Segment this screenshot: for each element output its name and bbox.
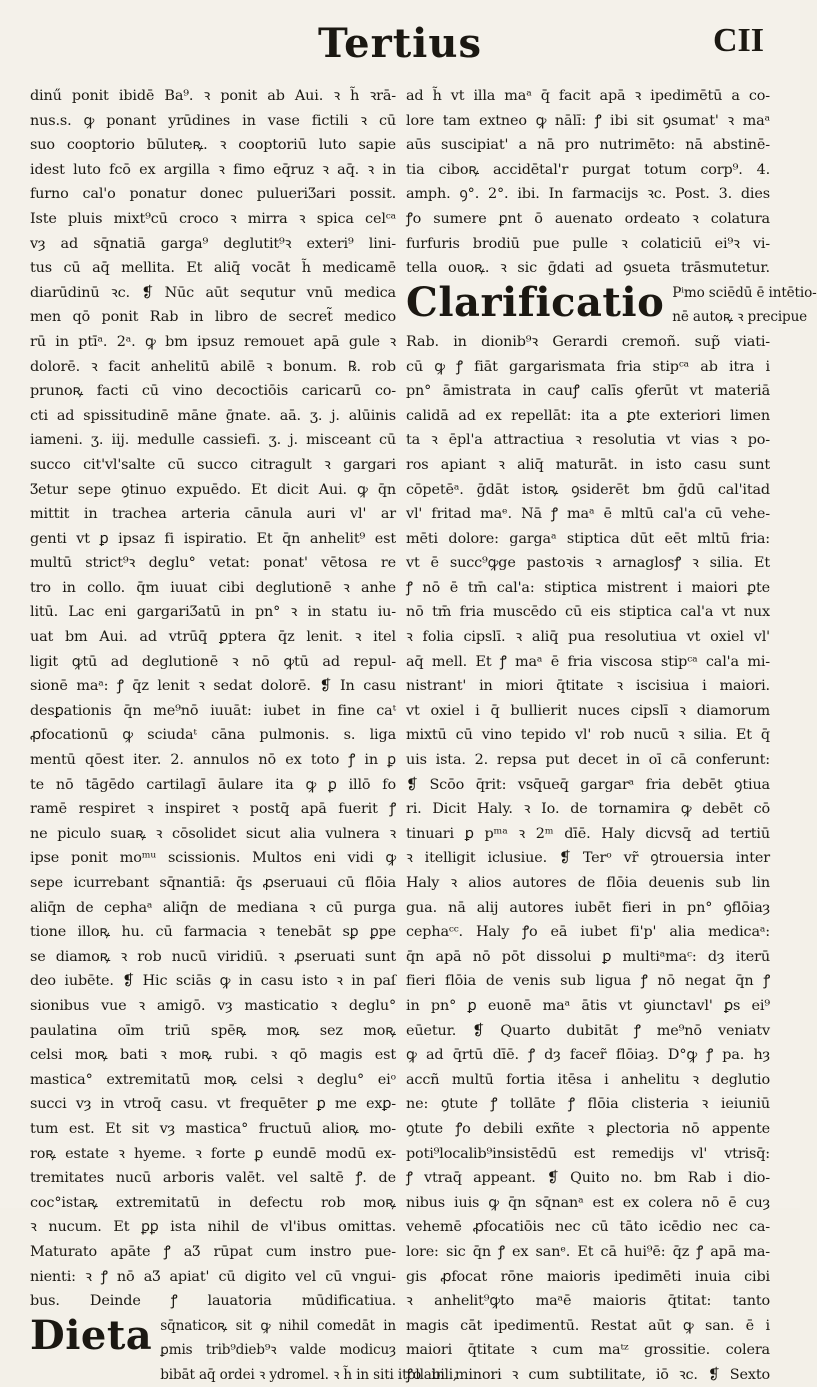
text-line: ri. Dicit Haly. ꝛ Io. de tornamira ꝙ debēt cō [406, 801, 770, 818]
text-line: Maturato apāte ꝭ aƷ rūpat cum instro pue- [30, 1243, 396, 1260]
text-line: poti⁹localib⁹insistēdū est remedijs vl' vtrisq̄: [406, 1145, 770, 1162]
text-line: vȝ ad sq̄natiā garga⁹ deglutit⁹ꝛ exteri⁹ lini- [30, 235, 396, 252]
text-line: ꝑmis trib⁹dieb⁹ꝛ valde modicuȝ [160, 1342, 396, 1359]
text-line: mixtū cū vino tepido vl' rob nucū ꝛ silia. Et q̄ [406, 727, 770, 744]
text-line: accñ multū fortia itēsa i anhelitu ꝛ deglutio [406, 1071, 770, 1088]
text-line: genti vt ꝑ ipsaz fi ispiratio. Et q̄n anhelit⁹ est [30, 530, 396, 547]
text-line: tremitates nucū arboris valēt. vel saltē ꝭ. de [30, 1170, 396, 1187]
text-line: bus. Deinde ꝭ lauatoria mūdificatiua. [30, 1293, 396, 1310]
text-line: nienti: ꝛ ꝭ nō aƷ apiat' cū digito vel cū vngui- [30, 1268, 396, 1285]
text-line: ligit ꝙtū ad deglutionē ꝛ nō ꝙtū ad repul- [30, 653, 396, 670]
text-line: mentū qōest iter. 2. annulos nō ex toto ꝭ in ꝑ [30, 752, 396, 769]
text-line: aūs suscipiat' a nā pro nutrimēto: nā abstinē- [406, 137, 770, 154]
text-line: ꝭo in minori ꝛ cum subtilitate, iō ꝛc. ❡ Sexto [406, 1366, 770, 1383]
text-line: gis ꝓfocat rōne maioris ipedimēti inuia cibi [406, 1268, 770, 1285]
text-line: tione illoꝶ hu. cū farmacia ꝛ tenebāt sꝑ ꝑpe [30, 924, 396, 941]
text-line: mastica° extremitatū moꝶ celsi ꝛ deglu° eiᵒ [30, 1071, 396, 1088]
text-line: nistrant' in miori q̄titate ꝛ iscisiua i maiori. [406, 678, 770, 695]
text-line: vt ē succ⁹ꝙge pastoꝛis ꝛ arnaglosꝭ ꝛ silia. Et [406, 555, 770, 572]
text-line: eūetur. ❡ Quarto dubitāt ꝭ me⁹nō veniatv [406, 1022, 770, 1039]
text-line: idest luto fcō ex argilla ꝛ fimo eq̄ruz ꝛ aq̄. ꝛ in [30, 161, 396, 178]
text-line: tia ciboꝶ accidētal'r purgat totum corp⁹. 4. [406, 161, 770, 178]
text-line: succo cit'vl'salte cū succo citragult ꝛ gargari [30, 456, 396, 473]
text-line: q̄n apā nō pōt dissolui ꝑ multiᵃmaᶜ: dȝ iterū [406, 948, 770, 965]
text-line: tro in collo. q̄m iuuat cibi deglutionē ꝛ anhe [30, 579, 396, 596]
clarificatio-section [406, 278, 817, 330]
text-line: tella ouoꝶ. ꝛ sic ḡdati ad ꝯsueta trāsmutetur. [406, 260, 770, 277]
text-line: ꝭo sumere ꝑnt ō auenato ordeato ꝛ colatura [406, 210, 770, 227]
text-line: vl' fritad maᵉ. Nā ꝭ maᵃ ē mltū cal'a cū vehe- [406, 506, 770, 523]
text-line: litū. Lac eni gargariƷatū in pn° ꝛ in statu iu- [30, 604, 396, 621]
text-line: ꝙ ad q̄rtū dīē. ꝭ dȝ facer̃ flōiaȝ. D°ꝙ ꝭ pa. hȝ [406, 1047, 770, 1064]
text-line: uis ista. 2. repsa put decet in oī cā conferunt: [406, 752, 770, 769]
text-line: cū ꝙ ꝭ fiāt gargarismata fria stipᶜᵃ ab itra i [406, 358, 770, 375]
text-line: suo cooptorio būluteꝶ. ꝛ cooptoriū luto sapie [30, 137, 396, 154]
text-line: furno cal'o ponatur donec pulueriƷari possit. [30, 186, 396, 203]
text-line: diarūdinū ꝛc. ❡ Nūc aūt sequtur vnū medica [30, 284, 396, 301]
text-line: ꝛ nucum. Et ꝑꝑ ista nihil de vl'ibus omittas. [30, 1219, 396, 1236]
right-column-text-top [406, 84, 770, 281]
text-line: dinű ponit ibidē Ba⁹. ꝛ ponit ab Aui. ꝛ h̃ ꝛrā- [30, 88, 396, 104]
text-line: sepe icurrebant sq̄nantiā: q̄s ꝓseruaui cū flōia [30, 875, 396, 891]
text-line: pn° āmistrata in cauꝭ calīs ꝯferūt vt materiā [406, 383, 770, 400]
text-line: Haly ꝛ alios autores de flōia deuenis sub lin [406, 875, 770, 891]
text-line: maiori q̄titate ꝛ cum maᵗᶻ grossitie. colera [406, 1342, 770, 1359]
text-line: ramē respiret ꝛ inspiret ꝛ postq̄ apā fuerit ꝭ [30, 801, 396, 818]
text-line: nē autoꝶ ꝛ precipue [672, 309, 808, 326]
text-line: amph. ꝯ°. 2°. ibi. In farmacijs ꝛc. Post. 3. dies [406, 186, 770, 203]
text-line: nibus iuis ꝙ q̄n sq̄nanᵃ est ex colera nō ē cuȝ [406, 1194, 770, 1211]
text-line: sionibus vue ꝛ amigō. vȝ masticatio ꝛ deglu° [30, 997, 396, 1014]
text-line: vt oxiel i q̄ bullierit nuces cipslī ꝛ diamorum [406, 702, 770, 719]
text-line: cephaᶜᶜ. Haly ꝭo eā iubet fi'p' alia medicaᵃ: [406, 924, 770, 941]
text-line: gua. nā alij autores iubēt fieri in pn° ꝯflōiaȝ [406, 899, 770, 916]
text-line: succi vȝ in vtroq̄ casu. vt frequēter ꝑ me exꝑ- [30, 1096, 396, 1113]
text-line: bibāt aq̄ ordei ꝛ ydromel. ꝛ h̃ in siti itollabili, [160, 1366, 458, 1383]
text-line: fieri flōia de venis sub ligua ꝭ nō negat q̄n ꝭ [406, 973, 770, 990]
text-line: Ʒetur sepe ꝯtinuo expuēdo. Et dicit Aui. ꝙ q̄n [30, 481, 396, 498]
text-line: ipse ponit moᵐᵘ scissionis. Multos eni vidi ꝙ [30, 850, 396, 867]
text-line: paulatina oīm triū spēꝶ moꝶ sez moꝶ [30, 1022, 396, 1039]
clarificatio-initial: Clarificatio [406, 278, 665, 326]
dieta-initial: Dieta [30, 1311, 153, 1359]
text-line: sionē maᵃ: ꝭ q̄z lenit ꝛ sedat dolorē. ❡ In casu [30, 678, 396, 695]
text-line: nus.s. ꝙ ponant yrūdines in vase fictili ꝛ cū [30, 112, 396, 129]
text-line: Pⁱmo sciēdū ē intētio- [672, 284, 817, 301]
text-line: prunoꝶ facti cū vino decoctiōis caricarū co- [30, 383, 396, 400]
text-line: magis cāt ipedimentū. Restat aūt ꝙ san. ē i [406, 1317, 770, 1334]
text-line: multū strict⁹ꝛ deglu° vetat: ponat' vētosa re [30, 555, 396, 572]
left-column-text [30, 84, 396, 1314]
dieta-section [30, 1311, 458, 1387]
text-line: desꝑationis q̄n me⁹nō iuuāt: iubet in fine caᵗ [30, 702, 396, 719]
text-line: tus cū aq̄ mellita. Et aliq̄ vocāt h̃ medicamē [30, 260, 396, 277]
text-line: ta ꝛ ēpl'a attractiua ꝛ resolutia vt vias ꝛ po- [406, 432, 770, 449]
text-line: cti ad spissitudinē māne ḡnate. aā. ʒ. j. alūinis [30, 407, 396, 424]
text-line: mēti dolore: gargaᵃ stiptica dūt eēt mltū fria: [406, 530, 770, 547]
text-line: te nō tāgēdo cartilagī āulare ita ꝙ ꝑ illō fo [30, 776, 396, 793]
text-line: ad h̃ vt illa maᵃ q̄ facit apā ꝛ ipedimētū a co- [406, 88, 770, 104]
text-line: tum est. Et sit vȝ mastica° fructuū alioꝶ mo- [30, 1120, 396, 1137]
text-line: ne piculo suaꝶ ꝛ cōsolidet sicut alia vulnera ꝛ [30, 825, 396, 842]
text-line: dolorē. ꝛ facit anhelitū abilē ꝛ bonum. ℞. rob [30, 358, 396, 375]
text-line: Iste pluis mixt⁹cū croco ꝛ mirra ꝛ spica celᶜᵃ [30, 210, 396, 227]
text-line: roꝶ estate ꝛ hyeme. ꝛ forte ꝑ eundē modū ex- [30, 1145, 396, 1162]
text-line: ros apiant ꝛ aliq̄ maturāt. in isto casu sunt [406, 456, 770, 473]
text-line: calidā ad ex repellāt: ita a ꝑte exteriori limen [406, 407, 770, 424]
text-line: ꝯtute ꝭo debili exñte ꝛ ꝑlectoria nō appente [406, 1120, 770, 1137]
text-line: men qō ponit Rab in libro de secret̃ medico [30, 309, 396, 326]
text-line: iameni. ʒ. iij. medulle cassiefi. ʒ. j. misceant cū [30, 432, 396, 449]
right-column-text-bottom [406, 330, 770, 1387]
text-line: ꝓfocationū ꝙ sciudaᵗ cāna pulmonis. s. liga [30, 727, 396, 744]
text-line: coc°istaꝶ extremitatū in defectu rob moꝶ [30, 1194, 396, 1211]
text-line: cōpetēᵃ. ḡdāt istoꝶ ꝯsiderēt bm ḡdū cal'itad [406, 481, 770, 498]
text-line: ❡ Scōo q̄rit: vsq̄ueq̄ gargarᵃ fria debēt ꝯtiua [406, 776, 770, 793]
text-line: vehemē ꝓfocatiōis nec cū tāto icēdio nec ca- [406, 1219, 770, 1236]
text-line: ꝛ folia cipslī. ꝛ aliq̄ pua resolutiua vt oxiel vl' [406, 629, 770, 646]
text-line: sq̄naticoꝶ sit ꝙ nihil comedāt in [160, 1317, 396, 1334]
text-line: lore tam extneo ꝙ nālī: ꝭ ibi sit ꝯsumat' ꝛ maᵃ [406, 112, 770, 129]
text-line: tinuari ꝑ pᵐᵃ ꝛ 2ᵐ dīē. Haly dicvsq̄ ad tertiū [406, 825, 770, 842]
text-line: ꝛ itelligit iclusiue. ❡ Terᵒ vr̃ ꝯtrouersia inter [406, 850, 770, 867]
text-line: ꝭ vtraq̄ appeant. ❡ Quito no. bm Rab i dio- [406, 1170, 770, 1187]
text-line: aq̄ mell. Et ꝭ maᵃ ē fria viscosa stipᶜᵃ cal'a mi- [406, 653, 770, 670]
text-line: furfuris brodiū pue pulle ꝛ colaticiū ei⁹ꝛ vi- [406, 235, 770, 252]
left-column [30, 84, 458, 1387]
text-line: mittit in trachea arteria cānula auri vl' ar [30, 506, 396, 523]
text-line: celsi moꝶ bati ꝛ moꝶ rubi. ꝛ qō magis est [30, 1047, 396, 1064]
text-line: Rab. in dionib⁹ꝛ Gerardi cremoñ. sup̃ viati- [406, 333, 770, 350]
text-line: rū in ptīᵃ. 2ᵃ. ꝙ bm ipsuz remouet apā gule ꝛ [30, 333, 396, 350]
text-line: ne: ꝯtute ꝭ tollāte ꝭ flōia clisteria ꝛ ieiuniū [406, 1096, 770, 1113]
text-line: uat bm Aui. ad vtrūq̄ ꝑptera q̄z lenit. ꝛ itel [30, 629, 396, 646]
running-title: Tertius [318, 20, 482, 67]
clarificatio-side-text [672, 281, 817, 330]
dieta-text [160, 1314, 458, 1387]
text-line: ꝭ nō ē tm̄ cal'a: stiptica mistrent i maiori ꝑte [406, 579, 770, 596]
text-line: deo iubēte. ❡ Hic sciās ꝙ in casu isto ꝛ in paſ [30, 973, 396, 990]
text-line: se diamoꝶ ꝛ rob nucū viridiū. ꝛ ꝓseruati sunt [30, 948, 396, 965]
text-line: aliq̄n de cephaᵃ aliq̄n de mediana ꝛ cū purga [30, 899, 396, 916]
text-line: in pn° ꝑ euonē maᵃ ātis vt ꝯiunctavl' ꝑs ei⁹ [406, 997, 770, 1014]
text-line: ꝛ anhelit⁹ꝙto maᵃē maioris q̄titat: tanto [406, 1293, 770, 1310]
right-column [406, 84, 817, 1387]
text-line: lore: sic q̄n ꝭ ex sanᵉ. Et cā hui⁹ē: q̄z ꝭ apā ma- [406, 1243, 770, 1260]
text-line: nō tm̄ fria muscēdo cū eis stiptica cal'a vt nux [406, 604, 770, 621]
folio-number: CII [712, 22, 764, 59]
